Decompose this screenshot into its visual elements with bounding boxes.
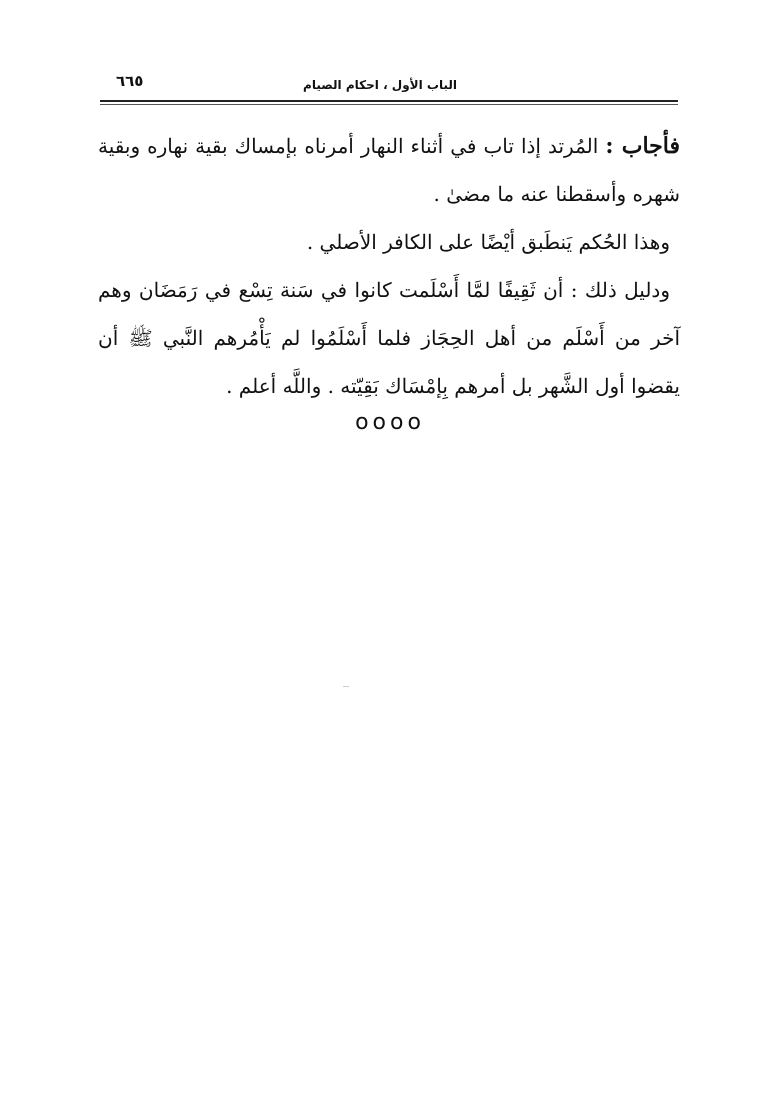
running-title: الباب الأول ، احكام الصيام xyxy=(303,78,457,92)
ruling-paragraph: وهذا الحُكم يَنطَبق أيْضًا على الكافر الأصلي . xyxy=(306,230,670,254)
scan-mark xyxy=(343,686,349,687)
evidence-paragraph: ودليل ذلك : أن ثَقِيفًا لمَّا أَسْلَمت كانوا في سَنة تِسْع في رَمَضَان وهم آخر من أَسْلَم من أهل الحِجَاز فلما أَسْلَمُوا لم يَأْمُرهم النَّبي ﷺ أن يقضوا أول الشَّهر بل أمرهم بِإمْسَاك بَقِيّته . واللَّه أعلم . xyxy=(98,278,680,398)
answer-text: المُرتد إذا تاب في أثناء النهار أمرناه بإمساك بقية نهاره وبقية شهره وأسقطنا عنه ما مضىٰ . xyxy=(98,134,680,206)
header-rule-thin xyxy=(100,104,678,105)
answer-paragraph xyxy=(98,122,680,218)
page-number: ٦٦٥ xyxy=(116,72,144,90)
answer-lead: فأجاب : xyxy=(605,133,680,159)
main-text xyxy=(98,122,680,410)
header-rule xyxy=(100,100,678,102)
page-header xyxy=(100,72,677,100)
section-separator: oooo xyxy=(355,410,425,435)
